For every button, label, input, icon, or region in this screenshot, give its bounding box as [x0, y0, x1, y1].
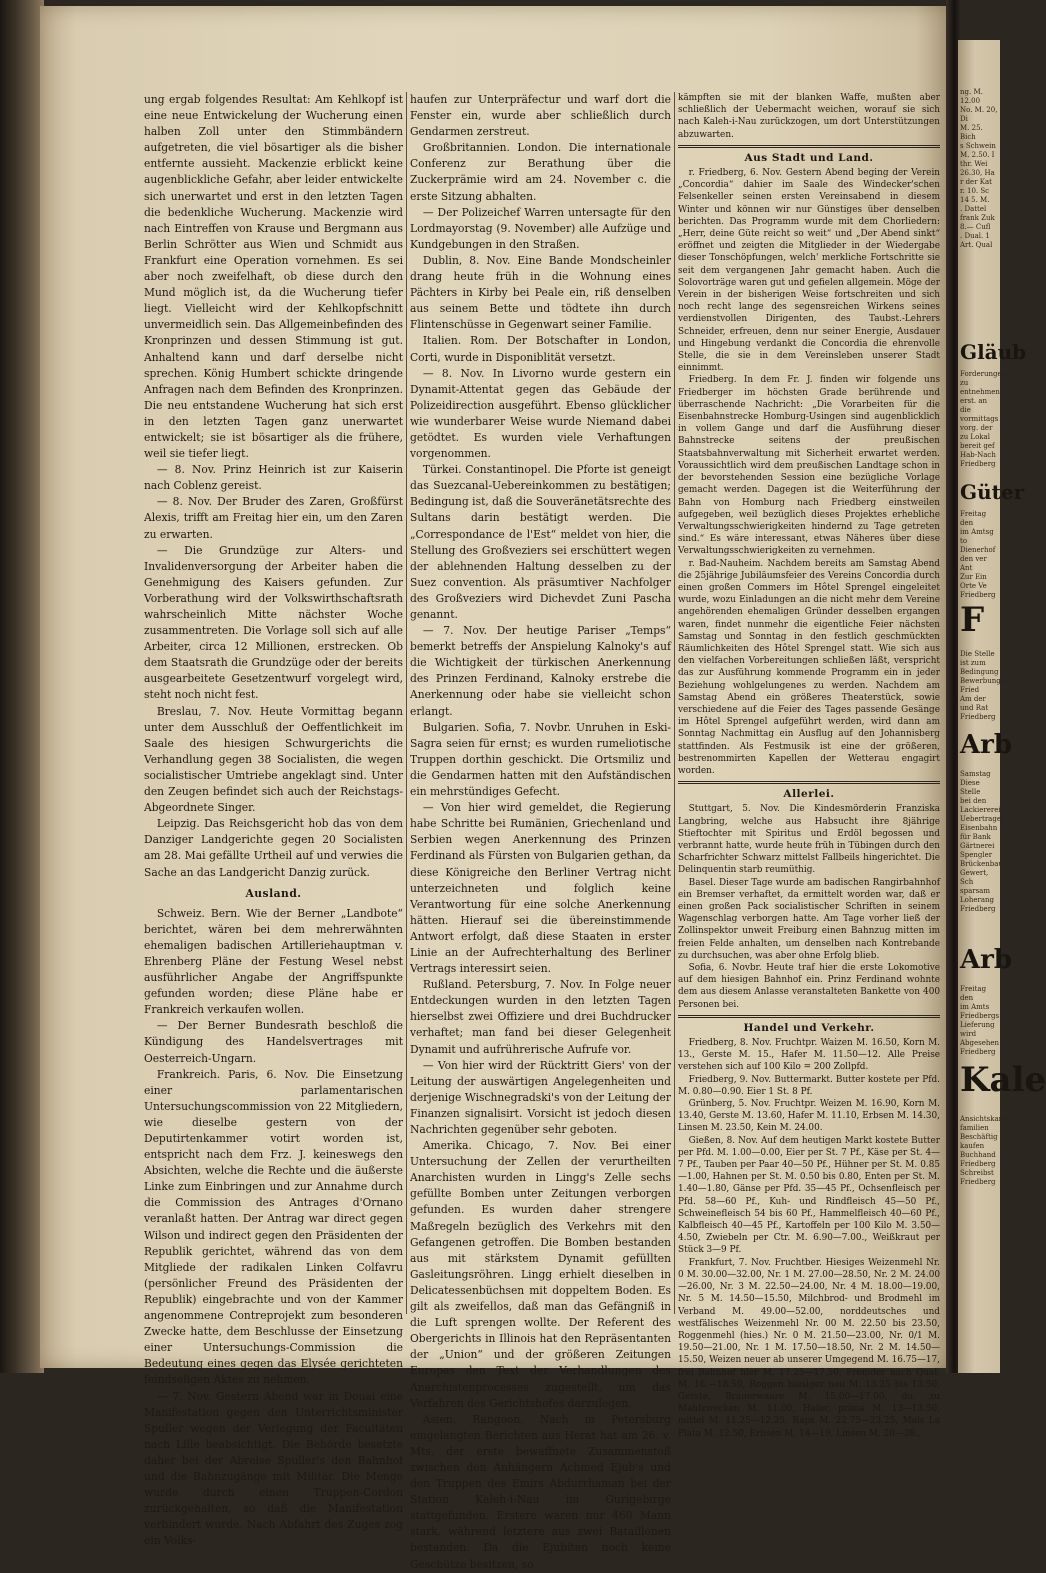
- adjacent-page-text: ng. M. 12.00 No. M. 20, Di M. 25. Bich s Schwein M. 2.50. I thr. Wei 26.30, Ha r der Kat r. 10. Sc 14 5. M. . Dattel frank Zuk 8.— Cufl . Dual. 1 Art. Qual: [960, 88, 998, 249]
- paragraph: — Der Berner Bundesrath beschloß die Kündigung des Handelsvertrages mit Oesterreich-Ungarn.: [144, 1019, 403, 1065]
- paragraph: Frankfurt, 7. Nov. Fruchtber. Hiesiges Weizenmehl Nr. 0 M. 30.00—32.00, Nr. 1 M. 27.00—28.50, Nr. 2 M. 24.00—26.00, Nr. 3 M. 22.50—24.00, Nr. 4 M. 18.00—19.00, Nr. 5 M. 14.50—15.50, Milchbrod- und Brodmehl im Verband M. 49.00—52.00, norddeutsches und westfälisches Weizenmehl Nr. 00 M. 22.50 bis 23.50, Roggenmehl (hies.) Nr. 0 M. 21.50—23.00, Nr. 0/1 M. 19.50—21.00, Nr. 1 M. 17.50—18.50, Nr. 2 M. 14.50—15.50, Weizen neuer ab unserer Umgegend M. 16.75—17, frei Bahnhof hier M. 17.25—17.50, Fremder nach Qual. M. 16.—18.50, Roggen hiesiger neu M. 13.25 bis 13.50, Gerste, Brauerwaare M. 15.00—17.00, do. zu Mahlzwecken M. 11.00, Hafer, prima M. 13—13.50, mittel M. 11.25—12.25, Raps M. 22.75—23.25, Mais La Plata M. 12.50, Erbsen M. 14—19, Linsen M. 20—38.,: [678, 1257, 940, 1439]
- adjacent-page-heading: Güter: [960, 480, 1025, 504]
- paragraph: Gießen, 8. Nov. Auf dem heutigen Markt kostete Butter per Pfd. M. 1.00—0.00, Eier per St. 7 Pf., Käse per St. 4—7 Pf., Tauben per Paar 40—50 Pf., Hühner per St. M. 0.85—1.00, Hahnen per St. M. 0.50 bis 0.80, Enten per St. M. 1.40—1.80, Gänse per Pfd. 35—45 Pf., Ochsenfleisch per Pfd. 58—60 Pf., Kuh- und Rindfleisch 45—50 Pf., Schweinefleisch 54 bis 60 Pf., Hammelfleisch 40—60 Pf., Kalbfleisch 40—45 Pf., Kartoffeln per 100 Kilo M. 3.50—4.50, Zwiebeln per Ctr. M. 6.90—7.00., Weißkraut per Stück 3—9 Pf.: [678, 1135, 940, 1256]
- column-2: [410, 92, 671, 1571]
- section-rule: [678, 781, 940, 784]
- section-heading-allerlei: Allerlei.: [783, 788, 835, 801]
- column-1: [144, 92, 403, 1548]
- paragraph: Schweiz. Bern. Wie der Berner „Landbote“ berichtet, wären bei dem mehrerwähnten ehemaligen badischen Artilleriehauptman v. Ehrenberg Pläne der Festung Wesel nebst ausführlicher Angabe der Angriffspunkte gefunden worden; diese Pläne habe er Frankreich verkaufen wollen.: [144, 906, 403, 1017]
- paragraph: Frankreich. Paris, 6. Nov. Die Einsetzung einer parlamentarischen Untersuchungscommission von 22 Mitgliedern, wie dieselbe gestern von der Deputirtenkammer votirt worden ist, entspricht nach dem Frz. J. keineswegs den Absichten, welche die Rechte und die äußerste Linke zum Einbringen und zur Annahme durch die Commission des Antrages d'Ornano veranlaßt hatten. Der Antrag war direct gegen Wilson und indirect gegen den Präsidenten der Republik gerichtet, während das von dem Mitgliede der radikalen Linken Colfavru (persönlicher Freund des Präsidenten der Republik) eingebrachte und von der Kammer angenommene Contreprojekt zum besonderen Zwecke hatte, dem Beschlusse der Einsetzung einer Untersuchungs-Commission die Bedeutung eines gegen das Elysée gerichteten feindseligen Aktes zu nehmen.: [144, 1067, 403, 1387]
- section-rule: [678, 145, 940, 148]
- paragraph: r. Bad-Nauheim. Nachdem bereits am Samstag Abend die 25jährige Jubiläumsfeier des Vereins Concordia durch einen großen Commers im Hôtel Sprengel eingeleitet wurde, wozu Einladungen an die nicht mehr dem Vereine angehörenden ehemaligen Gründer desselben ergangen waren, findet nunmehr die eigentliche Feier nächsten Samstag und Sonntag in den festlich geschmückten Räumlichkeiten des Hôtel Sprengel statt. Wie sich aus den vielfachen Vorbereitungen schließen läßt, verspricht das zur Ausführung kommende Programm ein in jeder Beziehung wohlgelungenes zu werden. Nachdem am Samstag Abend ein größeres Theaterstück, sowie verschiedene auf die Feier des Tages passende Gesänge im Hôtel Sprengel aufgeführt werden, wird dann am Sonntag Nachmittag ein Ausflug auf den Johannisberg stattfinden. Als Festmusik ist eine der größeren, bestrenommirten Kapellen der Wetterau engagirt worden.: [678, 558, 940, 776]
- paragraph: — Die Grundzüge zur Alters- und Invalidenversorgung der Arbeiter haben die Genehmigung des Kaisers gefunden. Zur Vorberathung wird der Volkswirthschaftsrath wahrscheinlich Mitte nächster Woche zusammentreten. Die Vorlage soll sich auf alle Arbeiter, circa 12 Millionen, erstrecken. Ob dem Staatsrath die Grundzüge oder der bereits ausgearbeitete Gesetzentwurf vorgelegt wird, steht noch nicht fest.: [144, 543, 403, 702]
- paragraph: r. Friedberg, 6. Nov. Gestern Abend beging der Verein „Concordia“ dahier im Saale des Windecker'schen Felsenkeller seinen ersten Vereinsabend in diesem Winter und können wir nur Günstiges über denselben berichten. Das Programm wurde mit dem Chorliedern: „Herr, deine Güte reicht so weit“ und „Der Abend sinkt“ eröffnet und zeigten die Mitglieder in der Wiedergabe dieser Tonschöpfungen, welch' merkliche Fortschritte sie seit dem vergangenen Jahr gemacht haben. Auch die Solovorträge waren gut und gefielen allgemein. Möge der Verein in der bisherigen Weise fortschreiten und sich noch recht lange des segensreichen Wirkens seines verdienstvollen Dirigenten, des Taubst.-Lehrers Schneider, erfreuen, denn nur seiner Energie, Ausdauer und Hingebung verdankt die Concordia die ehrenvolle Stelle, die sie in dem Vereinsleben unserer Stadt einnimmt.: [678, 168, 940, 374]
- paragraph: Basel. Dieser Tage wurde am badischen Rangirbahnhof ein Bremser verhaftet, da ermittelt worden war, daß er einen großen Pack socialistischer Schriften in seinem Wagenschlag verborgen hatte. Am Tage vorher ließ der Zollinspektor unweit Freiburg einen Bahnzug mitten im freien Felde anhalten, um denselben nach Kontrebande zu durchsuchen, was aber ohne Erfolg blieb.: [678, 877, 940, 961]
- section-heading-ausland: Ausland.: [245, 886, 302, 900]
- paragraph: — 7. Nov. Gestern Abend war in Douai eine Manifestation gegen den Unterrichtsminister Spuller wegen der Verlegung der Facultäten nach Lille beabsichtigt. Die Behörde besetzte daher bei der Abreise Spuller's den Bahnhof und die Bahnzugänge mit Militär. Die Menge wurde durch einen Truppen-Cordon zurückgehalten, so daß die Manifestation verhindert wurde. Nach Abfahrt des Zuges zog ein Volks-: [144, 1389, 403, 1548]
- paragraph: Friedberg. In dem Fr. J. finden wir folgende uns Friedberger im höchsten Grade berührende und überraschende Nachricht: „Die Vorarbeiten für die Eisenbahnstrecke Homburg-Usingen sind augenblicklich in vollem Gange und darf die Ausführung dieser Bahnstrecke seitens der preußischen Staatsbahnverwaltung mit Sicherheit erwartet werden. Voraussichtlich wird dem preußischen Landtage schon in der bevorstehenden Session eine bezügliche Vorlage gemacht werden. Dagegen ist die Weiterführung der Bahn von Homburg nach Friedberg einstweilen aufgegeben, weil bezüglich dieses Projektes erhebliche Verwaltungsschwierigkeiten hindernd zu Tage getreten sind.“ Es wäre interessant, etwas Näheres über diese Verwaltungsschwierigkeiten zu vernehmen.: [678, 375, 940, 557]
- adjacent-page-text: Samstag Diese Stelle bei den Lackiererei Uebertragen Eisenbahn für Bank Gärtnerei Spengler Brückenbau Gewert, Sch sparsam Loherang Friedberg: [960, 770, 1006, 913]
- adjacent-page-heading: F: [960, 600, 985, 640]
- section-rule: [678, 1015, 940, 1018]
- book-binding-left: [0, 0, 44, 1373]
- paragraph: Sofia, 6. Novbr. Heute traf hier die erste Lokomotive auf dem hiesigen Bahnhof ein. Prinz Ferdinand wohnte dem aus diesem Anlasse veranstalteten Bankette von 400 Personen bei.: [678, 963, 940, 1010]
- paragraph: Asien. Rangoon. Nach in Petersburg eingelangten Berichten aus Herat hat am 26. v. Mts. der erste bewaffnete Zusammenstoß zwischen den Anhängern Achmed Ejub's und den Truppen des Emirs Abdurrhaman bei der Station Kaleh-i-Nau im Gurigebirge stattgefunden. Erstere waren nur 460 Mann stark, während letztere aus zwei Bataillonen bestanden. Da die Ejubiten noch keine Geschütze besitzen, so: [410, 1412, 671, 1571]
- adjacent-page-text: Die Stelle ist zum Bedingung Bewerbungen Fried Am der und Rat Friedberg: [960, 650, 1010, 721]
- paragraph: ung ergab folgendes Resultat: Am Kehlkopf ist eine neue Entwickelung der Wucherung einen halben Zoll unter den Stimmbändern aufgetreten, die viel bösartiger als die bisher entfernte aussieht. Mackenzie erblickt keine augenblickliche Gefahr, aber leider entwickelte sich unerwartet und erst in den letzten Tagen die bedenkliche Wucherung. Mackenzie wird nach Eintreffen von Krause und Bergmann aus Berlin Schrötter aus Wien und Schmidt aus Frankfurt eine Operation vornehmen. Es sei aber noch zweifelhaft, ob diese durch den Mund möglich ist, da die Wucherung tiefer liegt. Vielleicht wird der Kehlkopfschnitt unvermeidlich sein. Das Allgemeinbefinden des Kronprinzen und dessen Stimmung ist gut. Anhaltend kann und darf derselbe nicht sprechen. König Humbert schickte dringende Anfragen nach dem Befinden des Kronprinzen. Die neu entstandene Wucherung hat sich erst in den letzten Tagen ganz unerwartet entwickelt; sie ist bösartiger als die frühere, weil sie tiefer liegt.: [144, 93, 403, 461]
- paragraph: Leipzig. Das Reichsgericht hob das von dem Danziger Landgerichte gegen 20 Socialisten am 28. Mai gefällte Urtheil auf und verwies die Sache an das Landgericht Danzig zurück.: [144, 817, 403, 879]
- paragraph: kämpften sie mit der blanken Waffe, mußten aber schließlich der Uebermacht weichen, worauf sie sich nach Kaleh-i-Nau zurückzogen, um dort Unterstützungen abzuwarten.: [678, 93, 940, 140]
- paragraph: — Von hier wird gemeldet, die Regierung habe Schritte bei Rumänien, Griechenland und Serbien wegen Anerkennung des Prinzen Ferdinand als Fürsten von Bulgarien gethan, da diese Königreiche den Berliner Vertrag nicht unterzeichneten und folglich keine Verantwortung für eine solche Anerkennung hätten. Hierauf sei die übereinstimmende Antwort erfolgt, daß diese Staaten in erster Linie an der Aufrechterhaltung des Berliner Vertrags interessirt seien.: [410, 801, 671, 976]
- adjacent-page-heading: Kale: [960, 1060, 1046, 1100]
- section-heading-handel-und-verkehr: Handel und Verkehr.: [743, 1021, 875, 1034]
- paragraph: Dublin, 8. Nov. Eine Bande Mondscheinler drang heute früh in die Wohnung eines Pächters in Kirby bei Peale ein, riß denselben aus seinem Bette und tödtete ihn durch Flintenschüsse in Gegenwart seiner Familie.: [410, 253, 671, 332]
- paragraph: — Von hier wird der Rücktritt Giers' von der Leitung der auswärtigen Angelegenheiten und derjenige Wischnegradski's von der Leitung der Finanzen signalisirt. Vorsicht ist jedoch diesen Nachrichten gegenüber sehr geboten.: [410, 1058, 671, 1136]
- adjacent-page-edge: [958, 40, 1046, 1373]
- column-rule: [406, 92, 407, 1314]
- paragraph: — Der Polizeichef Warren untersagte für den Lordmayorstag (9. November) alle Aufzüge und Kundgebungen in den Straßen.: [410, 205, 671, 251]
- paragraph: — 8. Nov. Der Bruder des Zaren, Großfürst Alexis, trifft am Freitag hier ein, um den Zaren zu erwarten.: [144, 495, 403, 541]
- paragraph: Friedberg, 9. Nov. Buttermarkt. Butter kostete per Pfd. M. 0.80—0.90. Eier 1 St. 8 Pf.: [678, 1074, 940, 1097]
- adjacent-page-text: Freitag den im Amtsg to Dienerhof den ver Ant Zur Ein Orte Ve Friedberg: [960, 510, 996, 599]
- paragraph: Bulgarien. Sofia, 7. Novbr. Unruhen in Eski-Sagra seien für ernst; es wurden rumeliotische Truppen dorthin geschickt. Die Ortsmiliz und die Gendarmen hatten mit den Aufständischen ein mehrstündiges Gefecht.: [410, 720, 671, 799]
- paragraph: Türkei. Constantinopel. Die Pforte ist geneigt das Suezcanal-Uebereinkommen zu bestätigen; Bedingung ist, daß die Souveränetätsrechte des Sultans darin bestätigt werden. Die „Correspondance de l'Est“ meldet von hier, die Stellung des Großveziers sei erschüttert wegen der ablehnenden Haltung desselben zu der Suez convention. Als präsumtiver Nachfolger des Großveziers wird Dichevdet Zuni Pascha genannt.: [410, 463, 671, 621]
- paragraph: Großbritannien. London. Die internationale Conferenz zur Berathung über die Zuckerprämie wird am 24. November c. die erste Sitzung abhalten.: [410, 141, 671, 203]
- paragraph: Italien. Rom. Der Botschafter in London, Corti, wurde in Disponiblität versetzt.: [410, 334, 671, 364]
- paragraph: Friedberg, 8. Nov. Fruchtpr. Waizen M. 16.50, Korn M. 13., Gerste M. 15., Hafer M. 11.50—12. Alle Preise verstehen sich auf 100 Kilo = 200 Zollpfd.: [678, 1038, 940, 1073]
- adjacent-page-text: Ansichtskarten familien Beschäftig kaufen Buchhand Friedberg Schreibst Friedberg: [960, 1115, 1014, 1186]
- adjacent-page-text: Freitag den im Amts Friedbergs Lieferung wird Abgesehen Friedberg: [960, 985, 1000, 1056]
- section-heading-stadt-und-land: Aus Stadt und Land.: [744, 151, 874, 164]
- adjacent-page-heading: Arb: [960, 945, 1013, 975]
- paragraph: Breslau, 7. Nov. Heute Vormittag begann unter dem Ausschluß der Oeffentlichkeit im Saale des hiesigen Schwurgerichts die Verhandlung gegen 38 Socialisten, die wegen socialistischer Umtriebe angeklagt sind. Unter den Zeugen befindet sich auch der Reichstags-Abgeordnete Singer.: [144, 704, 403, 815]
- adjacent-page-heading: Gläub: [960, 340, 1027, 364]
- column-rule: [674, 92, 675, 1314]
- paragraph: — 8. Nov. Prinz Heinrich ist zur Kaiserin nach Coblenz gereist.: [144, 463, 403, 493]
- adjacent-page-heading: Arb: [960, 730, 1013, 760]
- adjacent-page-text: Forderungen zu entnehmen erst. an die vormittags vorg. der zu Lokal bereit gef Hab-Nach Friedberg: [960, 370, 1007, 468]
- paragraph: Stuttgart, 5. Nov. Die Kindesmörderin Franziska Langbring, welche aus Habsucht ihre 8jährige Stieftochter mit Spiritus und Erdöl begossen und verbrannt hatte, wurde heute früh in Tübingen durch den Scharfrichter Schwarz mittelst Fallbeils hingerichtet. Die Delinquentin starb reumüthig.: [678, 804, 940, 876]
- paragraph: — 7. Nov. Der heutige Pariser „Temps“ bemerkt betreffs der Anspielung Kalnoky's auf die Wichtigkeit der türkischen Anerkennung des Prinzen Ferdinand, Kalnoky erstrebe die Anerkennung oder habe sie vielleicht schon erlangt.: [410, 624, 671, 718]
- paragraph: Rußland. Petersburg, 7. Nov. In Folge neuer Entdeckungen wurden in den letzten Tagen hierselbst zwei Offiziere und drei Buchdrucker verhaftet; man fand bei dieser Gelegenheit Dynamit und aufrührerische Aufrufe vor.: [410, 978, 671, 1056]
- paragraph: — 8. Nov. In Livorno wurde gestern ein Dynamit-Attentat gegen das Gebäude der Polizeidirection ausgeführt. Ebenso glücklicher wie wunderbarer Weise wurde Niemand dabei getödtet. Es wurden viele Verhaftungen vorgenommen.: [410, 366, 671, 461]
- paragraph: Amerika. Chicago, 7. Nov. Bei einer Untersuchung der Zellen der verurtheilten Anarchisten wurden in Lingg's Zelle sechs gefüllte Bomben unter Zeitungen verborgen gefunden. Es wurden daher strengere Maßregeln bezüglich des Verkehrs mit den Gefangenen getroffen. Die Bomben bestanden aus mit stärkstem Dynamit gefüllten Gasleitungsröhren. Lingg erhielt dieselben in Delicatessenbüchsen mit doppeltem Boden. Es gilt als zweifellos, daß man das Gefängniß in die Luft sprengen wollte. Der Referent des Obergerichts in Illinois hat den Repräsentanten der „Union“ und der größeren Zeitungen Europas den Text der Verhandlungen des Anarchistenprocesses zugestellt, um das Verfahren des Gerichtshofes darzulegen.: [410, 1139, 671, 1410]
- paragraph: Grünberg, 5. Nov. Fruchtpr. Weizen M. 16.90, Korn M. 13.40, Gerste M. 13.60, Hafer M. 11.10, Erbsen M. 14.30, Linsen M. 23.50, Kein M. 24.00.: [678, 1099, 940, 1134]
- column-3: [678, 92, 940, 1439]
- paragraph: haufen zur Unterpräfectur und warf dort die Fenster ein, wurde aber schließlich durch Gendarmen zerstreut.: [410, 93, 671, 139]
